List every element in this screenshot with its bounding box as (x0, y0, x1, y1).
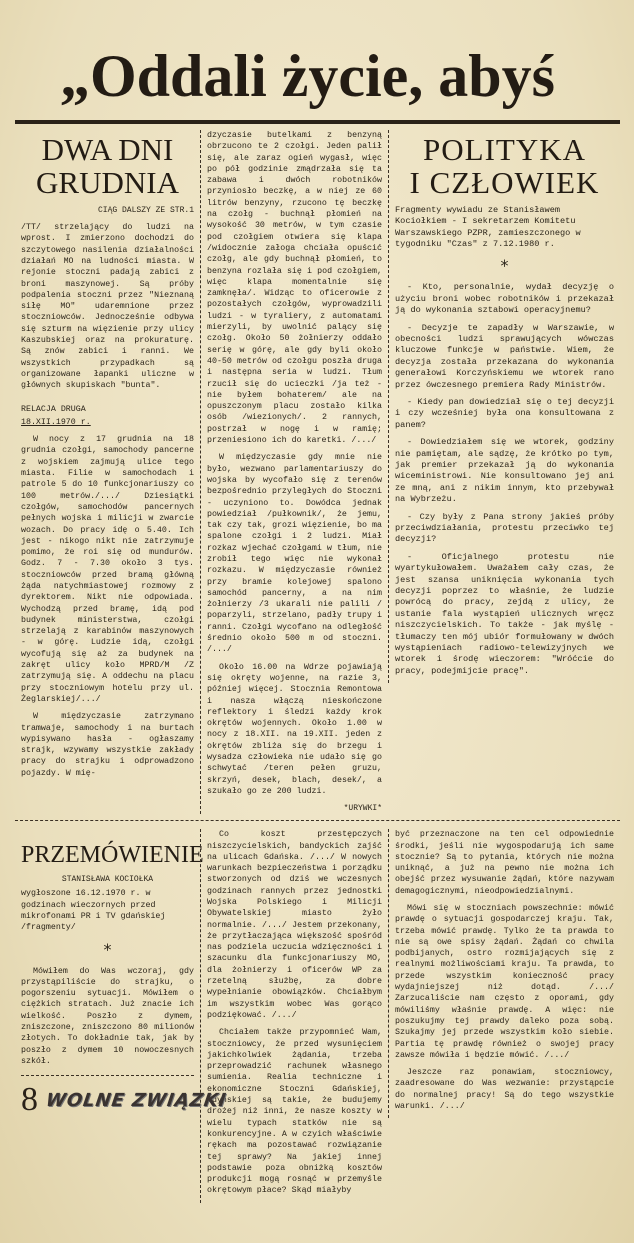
column-left (15, 829, 228, 1120)
interview-intro: Fragmenty wywiadu ze Stanisławem Kociołkiem - I sekretarzem Komitetu Warszawskiego PZPR, zamieszczonego w tygodniku "Czas" z 7.12.1980 r. (395, 205, 581, 249)
title-line: GRUDNIA (36, 164, 179, 200)
interview-body (395, 282, 614, 677)
paragraph: - Decyzje te zapadły w Warszawie, w obecności ludzi sprawujących wówczas kluczowe funkcje w państwie. Wiem, że decyzja została przekazana do wykonania generałowi Korczyńskiemu we wtorek rano przez ówczesnego premiera Rady Ministrów. (395, 322, 614, 390)
paragraph: W międzyczasie zatrzymano tramwaje, samochody i na burtach wypisywano hasła - ogłaszamy strajk, wzywamy wszystkie zakłady pracy do strajku i odprowadzono pojazdy. W mię- (21, 712, 194, 778)
article-title-przemowienie: PRZEMÓWIENIE (21, 842, 204, 869)
headline: „Oddali życie, abyś (60, 43, 556, 109)
paragraph: Chciałem także przypomnieć Wam, stoczniowcy, że przed wysunięciem jakichkolwiek żądania, trzeba przeprowadzić rachunek własnego sumienia. Realia techniczne i ekonomiczne Stoczni Gdańskiej, Gdyńskiej są takie, że budujemy drożej niż inni, że nasze koszty w wielu typach statków nie są konkurencyjne. A w czyich właściwie rękach ma pozostawać rozwiązanie tej sprawy? Na jakiej innej podstawie poza obniżką kosztów produkcji mogą rosnąć w przemyśle okrętowym płace? Skąd miałyby (207, 1028, 382, 1196)
article-dwa-dni-body-cont (207, 130, 382, 797)
paragraph: Mówi się w stoczniach powszechnie: mówić prawdę o sytuacji gospodarczej kraju. Tak, trzeba mówić prawdę. Tylko że ta prawda to nie są owe spisy żądań. Żądań co chwila podbijanych, ostro rozmijających się z realnymi możliwościami kraju. Ta prawda, to przede wszystkim konieczność pracy wydajniejszej niż dotąd. /.../ Zarzucaliście nam często z oporami, gdy mówiliśmy właśnie prawdę. A więc: nie poszukujmy tej prawdy daleko poza sobą. Szukajmy jej przede wszystkim koło siebie. Partia tę prawdę również o swojej pracy zawsze mówiła i będzie mówić. /.../ (395, 904, 614, 1060)
relation-label: RELACJA DRUGA (21, 404, 86, 414)
footer (21, 1075, 228, 1120)
paragraph: W nocy z 17 grudnia na 18 grudnia czołgi, samochody pancerne z wojskiem zajmują ulice tego miasta. Filie w samochodach i patrole 5 do 10 funkcjonariuszy co 100 metrów./.../ Dziesiątki czołgów, samochodów pancernych pełnych wojska i milicji w zwarcie wozach. Do pracy idę o 5.40. Ich jest - nikogo nikt nie zatrzymuje pomimo, że roi się od mundurów. Godz. 7 - 7.30 około 3 tys. stoczniowców przed bramą główną żąda natychmiastowej rozmowy z dyrektorem. Nikt nie odpowiada. Wychodzą przed bramę, idą pod budynek ministerstwa, czołgi strzelają z karabinów maszynowych - w górę. Ludzie idą, czołgi wycofują się aż za budynek na zakręt ulicy koło MPRD/M /Z zatrzymują się. A oddechu na placu przy stoczniowym hotelu przy ul. Żeglarskiej/.../ (21, 435, 194, 704)
paragraph: - Kto, personalnie, wydał decyzję o użyciu broni wobec robotników i przekazał ją do wykonania sztabowi operacyjnemu? (395, 282, 614, 316)
paragraph: Mówiłem do Was wczoraj, gdy przystąpiliście do strajku, o pogorszeniu sytuacji. Mówiłem o ciężkich stratach. Już znacie ich wielkość. Poszło z dymem, zniszczone, zniszczono 80 milionów złotych. To dokładnie tak, jak by poszło z dymem 10 nowoczesnych szkół. (21, 966, 194, 1066)
column-right (388, 829, 620, 1118)
paragraph: Około 16.00 na Wdrze pojawiają się okręty wojenne, na razie 3, później więcej. Stocznia Remontowa i nasza włączą nieskończone reflektory i śledzi każdy krok okrętów wojennych. Około 1.00 w nocy z 18.XII. na 19.XII. jeden z okrętów zbliża się do brzegu i wysadza człowieka nie udało się go schwytać /teren pełen gruzu, skrzyń, desek, blach, desek/, a szukało go ze 200 ludzi. (207, 662, 382, 796)
headline-rule (15, 120, 620, 124)
title-line: POLITYKA (423, 132, 586, 167)
article-title-polityka (395, 134, 614, 199)
speech-body-cont (207, 829, 382, 1197)
date-label: 18.XII.1970 r. (21, 417, 91, 427)
speech-subtitle: wygłoszone 16.12.1970 r. w godzinach wieczornych przed mikrofonami PR i TV gdańskiej /fragmenty/ (21, 889, 166, 933)
column-right (388, 130, 620, 683)
paragraph: Co koszt przestępczych niszczycielskich, bandyckich zajść na ulicach Gdańska. /.../ W nowych warunkach bezpieczeństwa i porządku stworzonych od dziś we wczesnych godzinach rannych przez jednostki Wojska Polskiego i Milicji Obywatelskiej miasto żyło normalnie. /.../ Jestem przekonany, że przytłaczająca większość spośród nas podziela uczucia wdzięczności i szacunku dla funkcjonariuszy MO, dla żołnierzy i oficerów WP za rzetelną służbę, za dobre wypełnianie obowiązków. Chciałbym im wszystkim wobec Was gorąco podziękować. /.../ (207, 830, 382, 1020)
paragraph: dzyczasie butelkami z benzyną obrzucono te 2 czołgi. Jeden palił się, ale zaraz ogień wygasł, więc po pół godzinie zmądrzała się ta zabawa i dwóch robotników przyniosło beczkę, a w niej ze 60 litrów benzyny, rzucono tę beczkę na czołg - buchnął płomień na wysokość 30 metrów, w tym czasie pod czołgiem otwiera się klapa /widocznie załoga chciała opuścić czołg, ale gdy buchnął płomień, to benzyna rozlała się i pod czołgiem, więc klapa momentalnie się zamknęła/. Widząc to oficerowie z pozostałych czołgów, wyprowadzili ludzi - w tyraliery, z automatami mierzyli, by uwolnić palący się czołg. Około 50 żołnierzy oddało serię w górę, ale gdy byli około 40-50 metrów od czołgu poszła druga i następna seria w ludzi. Tłum rzucił się do ucieczki /ja też - nie byłem bohaterem/ ale na opuszczonym placu zostało kilka osób /wiezionych/. 2 rannych, postrzał w nogę i w ramię; przeniesiono ich do karetki. /.../ (207, 131, 382, 446)
asterisk-separator: * (500, 256, 509, 276)
article-title-dwa-dni-grudnia (21, 134, 194, 199)
paragraph: W międzyczasie gdy mnie nie było, wezwano parlamentariuszy do wojska by wycofało się z terenów bezpośrednio przyległych do Stoczni - uczyniono to. Dowódca jednak powiedział /pułkownik/, że jemu, tak czy tak, grozi więzienie, bo ma spalone czołgi i 2 ludzi. Miał rozkaz wjechać czołgami w tłum, nie zrobił tego więc nie wykonał rozkazu. W międzyczasie również przy bramie kolejowej spalono samochód pancerny, a na nim żołnierzy /3 ukarali nie palili / poparzyli, strzelano, padły trupy i ranni. Czołgi wycofano na odległość średnio około 500 m od stoczni. /.../ (207, 453, 382, 655)
speech-body (21, 966, 194, 1068)
paragraph: - Oficjalnego protestu nie wyartykułowałem. Uważałem cały czas, że jest szansa uniknięcia wykonania tych decyzji poprzez to właśnie, że ludzie powrócą do pracy, zejdą z ulicy, że ustanie fala wystąpień ulicznych wręcz niszczycielskich. To także - jak myślę - tłumaczy ten mój ubiór formułowany w dwóch wystąpieniach radiowo-telewizyjnych we wtorek i środę wieczorem: "Wróćcie do pracy, podejmijcie pracę". (395, 551, 614, 676)
column-middle (200, 130, 388, 814)
paragraph: - Kiedy pan dowiedział się o tej decyzji i czy wcześniej była ona konsultowana z panem? (395, 396, 614, 430)
paragraph: - Czy były z Pana strony jakieś próby przeciwdziałania, protestu przeciwko tej decyzji? (395, 511, 614, 545)
speech-body-cont (395, 829, 614, 1112)
fragments-note: *URYWKI* (343, 804, 382, 814)
bottom-section (15, 829, 620, 1203)
column-middle (200, 829, 388, 1203)
title-line: I CZŁOWIEK (409, 164, 600, 200)
title-line: DWA DNI (41, 132, 174, 167)
asterisk-separator: * (103, 939, 112, 959)
continued-note: CIĄG DALSZY ZE STR.1 (97, 206, 194, 216)
page-number: 8 (21, 1081, 38, 1119)
paragraph: Jeszcze raz ponawiam, stoczniowcy, zaadresowane do Was wezwanie: przystąpcie do normalnej pracy! Są do tego wszystkie warunki. /.../ (395, 1068, 614, 1112)
paragraph: być przeznaczone na ten cel odpowiednie środki, jeśli nie wygospodarują ich same stocznie? Są to pytania, których nie można uniknąć, a już na pewno nie można ich obejść przez wysuwanie żądań, które nazywam demagogicznymi, nieodpowiedzialnymi. (395, 830, 614, 896)
paragraph: /TT/ strzelający do ludzi na wprost. I zmierzono dochodzi do szczytowego nasilenia działalności działań MO na ludności miasta. W rejonie stoczni padają zabici z broni maszynowej. Są próby podpalenia stoczni przez "Nieznaną siłę MO" udaremnione przez stoczniowców. Jednocześnie odbywa się szturm na więzienie przy ulicy Kaszubskiej oraz na prokuraturę. Są znów zabici i ranni. We wszystkich przypadkach są organizowane łapanki uliczne w głównych skupiskach "bunta". (21, 223, 194, 391)
column-left (15, 130, 200, 785)
paragraph: - Dowiedziałem się we wtorek, godziny nie pamiętam, ale sądzę, że krótko po tym, jak premier przekazał ją do wykonania wiceministrowi. Nie konsultowano jej ani ze mną, ani z nikim innym, kto przebywał na Wybrzeżu. (395, 437, 614, 505)
speech-author: STANISŁAWA KOCIOŁKA (61, 875, 154, 885)
top-section (15, 130, 620, 814)
section-divider (15, 820, 620, 821)
article-dwa-dni-body (21, 222, 194, 779)
wolne-zwiazki-logo: WOLNE ZWIĄZKI (44, 1089, 228, 1111)
